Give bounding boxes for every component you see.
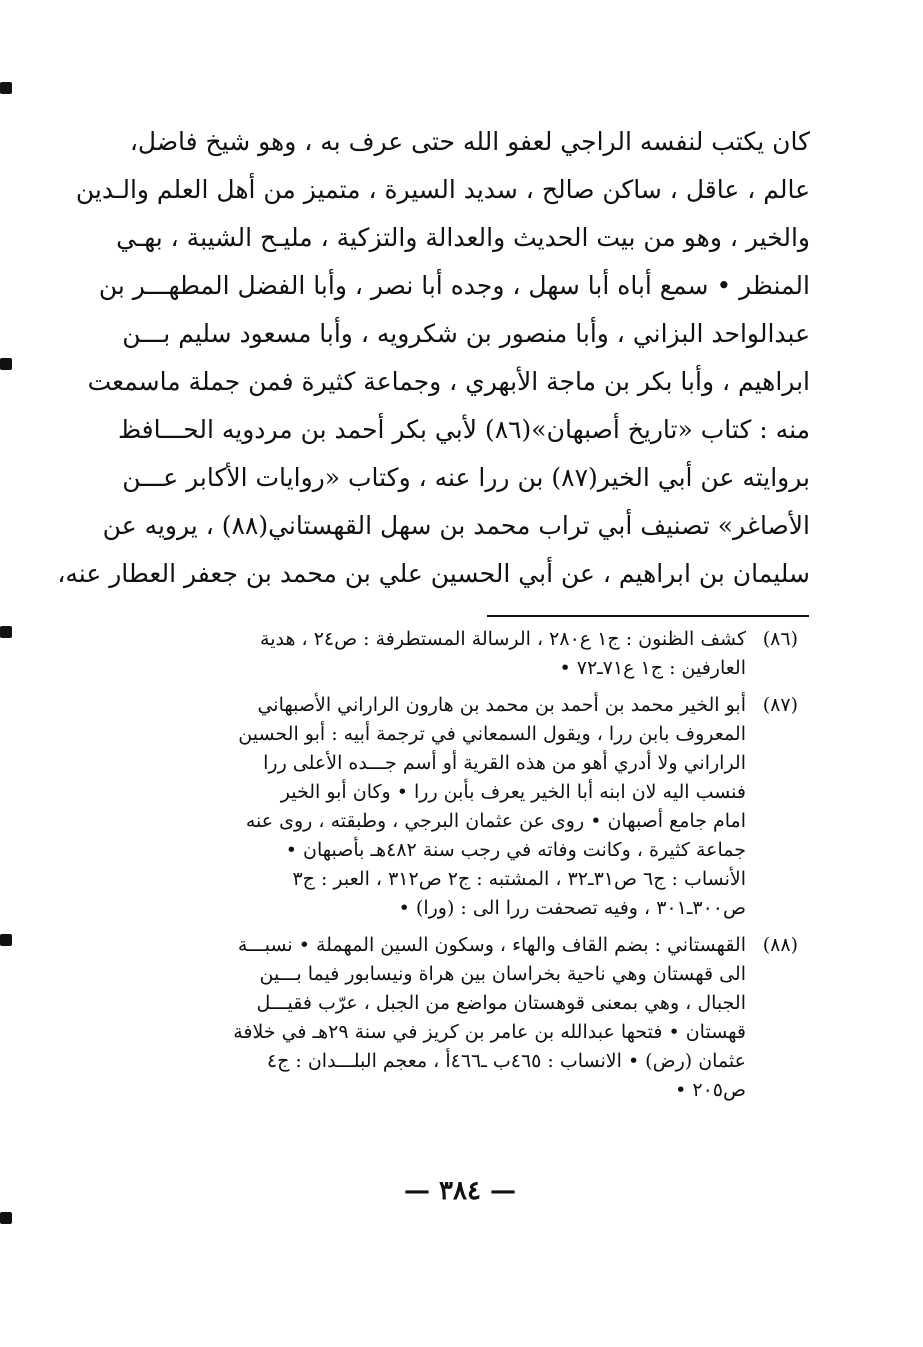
footnote-line: الراراني ولا أدري أهو من هذه القرية أو أسم جـــده الأعلى ررا (263, 752, 746, 774)
footnote-line: ص٣٠٠ـ٣٠١ ، وفيه تصحفت ررا الى : (ورا) • (398, 897, 746, 919)
footnote-separator-rule (487, 615, 809, 617)
main-text-line: منه : كتاب «تاريخ أصبهان»(٨٦) لأبي بكر أحمد بن مردويه الحـــافظ (117, 415, 810, 444)
footnote-line: امام جامع أصبهان • روى عن عثمان البرجي ، وطبقته ، روى عنه (245, 810, 746, 832)
main-text-line: عالم ، عاقل ، ساكن صالح ، سديد السيرة ، متميز من أهل العلم والـدين (75, 175, 810, 204)
footnotes-section (150, 625, 798, 1113)
footnote-line: القهستاني : بضم القاف والهاء ، وسكون السين المهملة • نسبـــة (237, 934, 746, 956)
footnote-body (150, 931, 746, 1105)
footnote-line: أبو الخير محمد بن أحمد بن محمد بن هارون الراراني الأصبهاني (257, 694, 746, 716)
footnote-line: ص٢٠٥ • (675, 1079, 746, 1101)
main-text-line: سليمان بن ابراهيم ، عن أبي الحسين علي بن محمد بن جعفر العطار عنه، (57, 559, 810, 588)
footnote-number: (٨٨) (762, 934, 798, 956)
footnote-line: كشف الظنون : ج١ ع٢٨٠ ، الرسالة المستطرفة : ص٢٤ ، هدية (260, 628, 746, 650)
main-text-line: والخير ، وهو من بيت الحديث والعدالة والتزكية ، مليـح الشيبة ، بهـي (116, 223, 810, 252)
footnote-body (150, 691, 746, 923)
footnote-86 (150, 625, 798, 683)
main-text-line: المنظر • سمع أباه أبا سهل ، وجده أبا نصر ، وأبا الفضل المطهـــر بن (98, 271, 810, 300)
footnote-line: الأنساب : ج٦ ص٣١ـ٣٢ ، المشتبه : ج٢ ص٣١٢ ، العبر : ج٣ (292, 868, 746, 890)
main-text-line: بروايته عن أبي الخير(٨٧) بن ررا عنه ، وكتاب «روايات الأكابر عـــن (122, 463, 810, 492)
footnote-body (150, 625, 746, 683)
scan-margin-mark (0, 82, 12, 94)
page-number: — ٣٨٤ — (403, 1176, 517, 1206)
scan-margin-mark (0, 626, 12, 638)
footnote-line: المعروف بابن ررا ، ويقول السمعاني في ترجمة أبيه : أبو الحسين (238, 723, 746, 745)
footnote-88 (150, 931, 798, 1105)
footnote-line: العارفين : ج١ ع٧١ـ٧٢ • (559, 657, 746, 679)
footnote-line: الجبال ، وهي بمعنى قوهستان مواضع من الجبل ، عرّب فقيـــل (256, 992, 746, 1014)
main-text-block (57, 118, 810, 598)
main-text-line: كان يكتب لنفسه الراجي لعفو الله حتى عرف به ، وهو شيخ فاضل، (129, 127, 810, 156)
scan-margin-mark (0, 1212, 12, 1224)
main-text-line: الأصاغر» تصنيف أبي تراب محمد بن سهل القهستاني(٨٨) ، يرويه عن (102, 511, 810, 540)
footnote-line: قهستان • فتحها عبدالله بن عامر بن كريز في سنة ٢٩هـ في خلافة (233, 1021, 746, 1043)
footnote-87 (150, 691, 798, 923)
scan-margin-mark (0, 934, 12, 946)
main-text-line: ابراهيم ، وأبا بكر بن ماجة الأبهري ، وجماعة كثيرة فمن جملة ماسمعت (87, 367, 810, 396)
footnote-line: عثمان (رض) • الانساب : ٤٦٥ب ـ٤٦٦أ ، معجم البلـــدان : ج٤ (266, 1050, 746, 1072)
footnote-line: الى قهستان وهي ناحية بخراسان بين هراة ونيسابور فيما بـــين (259, 963, 746, 985)
scan-margin-mark (0, 358, 12, 370)
footnote-line: جماعة كثيرة ، وكانت وفاته في رجب سنة ٤٨٢هـ بأصبهان • (285, 839, 746, 861)
footnote-line: فنسب اليه لان ابنه أبا الخير يعرف بأبن ررا • وكان أبو الخير (280, 781, 746, 803)
footnote-number: (٨٦) (762, 628, 798, 650)
footnote-number: (٨٧) (762, 694, 798, 716)
main-text-line: عبدالواحد البزاني ، وأبا منصور بن شكرويه ، وأبا مسعود سليم بـــن (122, 319, 810, 348)
